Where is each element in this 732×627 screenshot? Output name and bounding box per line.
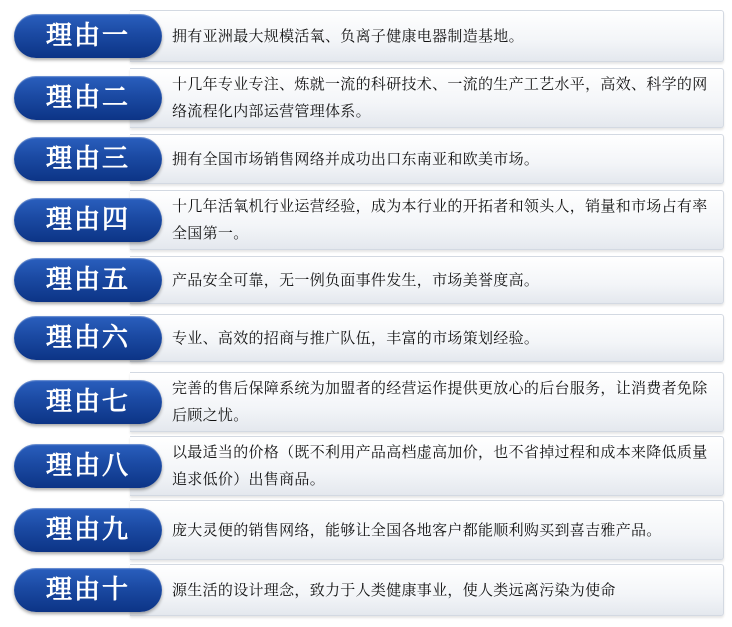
reason-row-7: [0, 372, 732, 432]
reason-text-container: [172, 256, 714, 304]
reason-text-container: [172, 500, 714, 560]
reason-text-container: [172, 372, 714, 432]
reason-label: 理由二: [45, 83, 130, 113]
reason-text: 庞大灵便的销售网络，能够让全国各地客户都能顺利购买到喜吉雅产品。: [172, 520, 662, 539]
reason-label-pill: [14, 258, 162, 302]
reason-label: 理由十: [45, 575, 130, 605]
reason-text-container: [172, 190, 714, 250]
reason-row-2: [0, 68, 732, 128]
reason-label: 理由一: [45, 21, 130, 51]
reason-row-5: [0, 256, 732, 304]
reason-label-pill: [14, 14, 162, 58]
reason-text: 完善的售后保障系统为加盟者的经营运作提供更放心的后台服务，让消费者免除后顾之忧。: [172, 379, 708, 424]
reason-text-container: [172, 10, 714, 62]
reason-row-3: [0, 134, 732, 184]
reason-text: 以最适当的价格（既不利用产品高档虚高加价，也不省掉过程和成本来降低质量追求低价）出售商品。: [172, 443, 708, 488]
reason-label-pill: [14, 316, 162, 360]
reason-label-pill: [14, 380, 162, 424]
reason-text: 产品安全可靠，无一例负面事件发生，市场美誉度高。: [172, 270, 540, 289]
reason-text: 源生活的设计理念，致力于人类健康事业，使人类远离污染为使命: [172, 580, 616, 599]
reason-text-container: [172, 564, 714, 616]
reason-text-container: [172, 134, 714, 184]
reason-row-6: [0, 314, 732, 362]
reason-label: 理由七: [45, 387, 130, 417]
reason-text-container: [172, 436, 714, 496]
reason-text: 十几年专业专注、炼就一流的科研技术、一流的生产工艺水平，高效、科学的网络流程化内部运营管理体系。: [172, 75, 708, 120]
reason-text: 十几年活氧机行业运营经验，成为本行业的开拓者和领头人，销量和市场占有率全国第一。: [172, 197, 708, 242]
reason-text-container: [172, 68, 714, 128]
reason-label-pill: [14, 444, 162, 488]
reason-label: 理由九: [45, 515, 130, 545]
reason-label-pill: [14, 568, 162, 612]
reason-label: 理由三: [45, 144, 130, 174]
reason-row-8: [0, 436, 732, 496]
reason-row-10: [0, 564, 732, 616]
reason-label: 理由四: [45, 205, 130, 235]
reason-row-9: [0, 500, 732, 560]
reason-label-pill: [14, 137, 162, 181]
reason-text: 拥有全国市场销售网络并成功出口东南亚和欧美市场。: [172, 149, 540, 168]
reason-label: 理由五: [45, 265, 130, 295]
reason-label-pill: [14, 198, 162, 242]
reason-label-pill: [14, 508, 162, 552]
reason-row-4: [0, 190, 732, 250]
reason-label-pill: [14, 76, 162, 120]
reason-label: 理由八: [45, 451, 130, 481]
reason-text: 拥有亚洲最大规模活氧、负离子健康电器制造基地。: [172, 26, 524, 45]
reason-text: 专业、高效的招商与推广队伍，丰富的市场策划经验。: [172, 328, 540, 347]
reason-text-container: [172, 314, 714, 362]
reason-row-1: [0, 10, 732, 62]
reason-label: 理由六: [45, 323, 130, 353]
